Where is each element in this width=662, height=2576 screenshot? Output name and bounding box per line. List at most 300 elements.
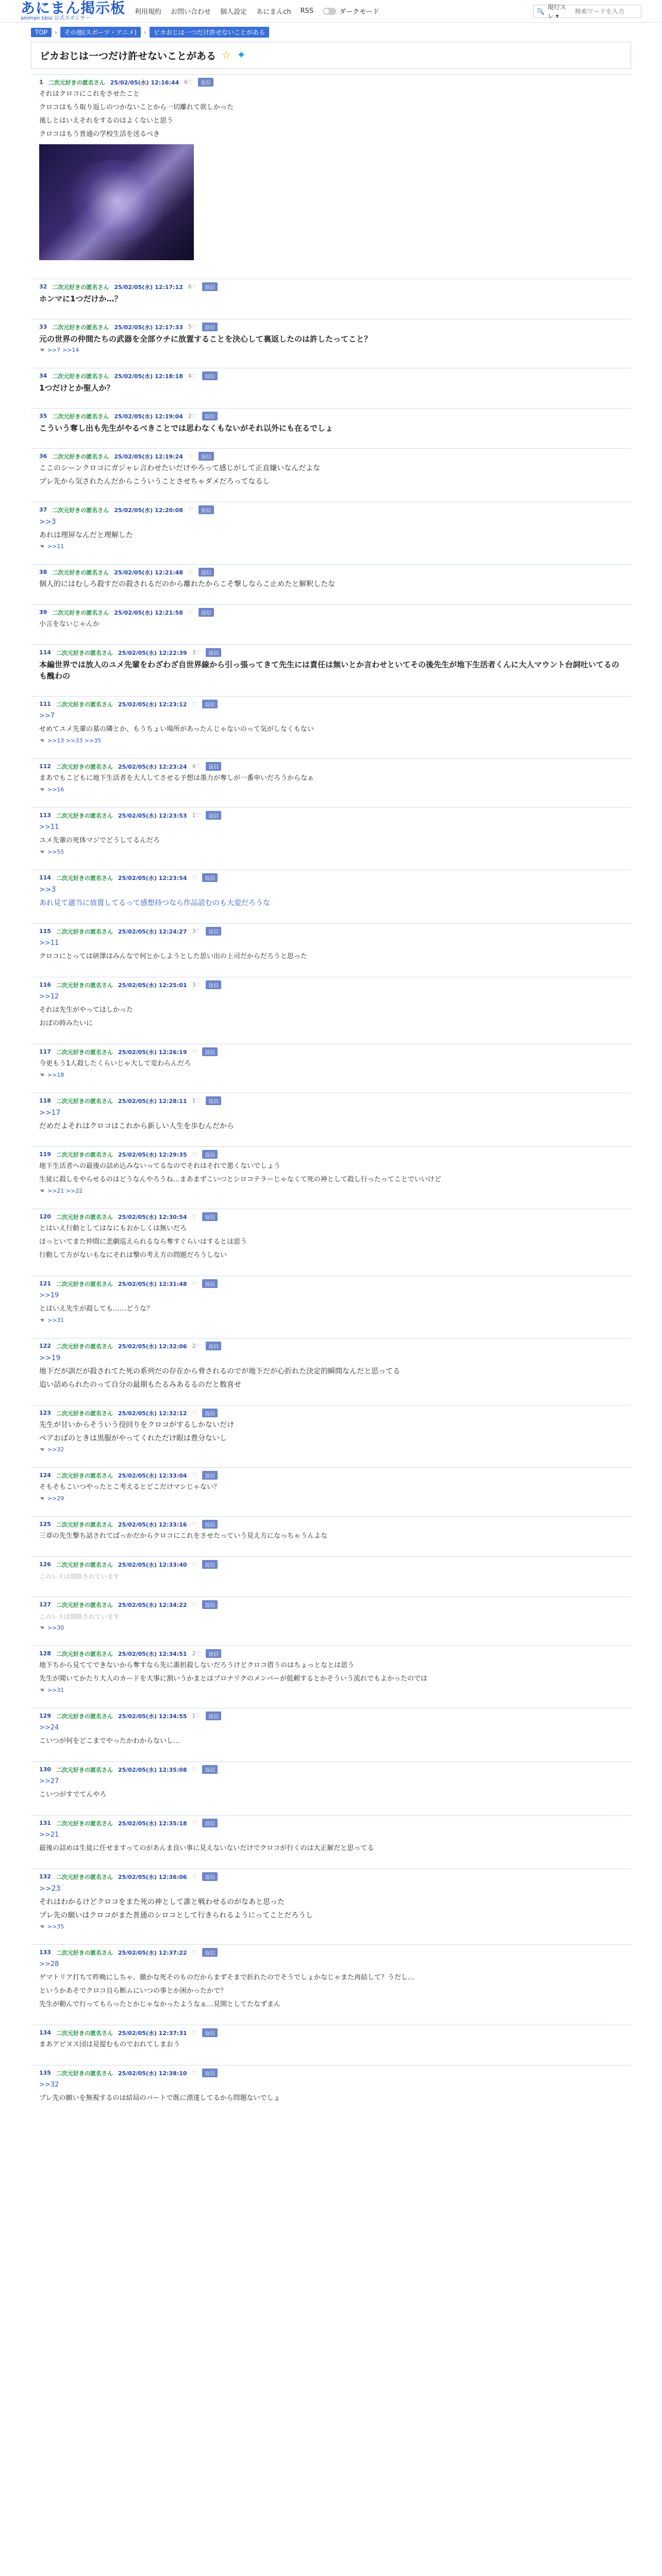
- post-header: [39, 1711, 623, 1720]
- post-header: [39, 1948, 623, 1957]
- reply-hand-icon: ☚: [39, 849, 44, 855]
- breadcrumb-category[interactable]: その他(スポーツ・アニメ): [60, 27, 141, 38]
- reply-button[interactable]: 返信: [202, 2069, 218, 2077]
- post: [31, 1209, 631, 1276]
- heart-icon[interactable]: ♡: [195, 1650, 201, 1657]
- post-body-line: >>11: [39, 823, 59, 831]
- post-number[interactable]: 131: [39, 1820, 51, 1826]
- post-body-line: こういう奪し出も先生がやるべきことでは思わなくもないがそれ以外にも在るでしょ: [39, 423, 333, 433]
- search-scope-select[interactable]: 現行スレ ▾: [547, 3, 566, 20]
- poster-name: 二次元好きの匿名さん: [56, 812, 113, 819]
- reply-button[interactable]: 返信: [202, 1872, 218, 1881]
- poster-name: 二次元好きの匿名さん: [56, 1949, 113, 1956]
- post: [31, 2025, 631, 2065]
- post-number[interactable]: 39: [39, 609, 47, 616]
- heart-icon[interactable]: ♡: [192, 1213, 197, 1220]
- good-count[interactable]: [192, 1713, 201, 1719]
- post-number[interactable]: 35: [39, 413, 47, 419]
- poster-name: 二次元好きの匿名さん: [52, 283, 109, 291]
- good-count[interactable]: [192, 1410, 197, 1416]
- heart-icon[interactable]: ♡: [188, 506, 193, 513]
- post-image[interactable]: [39, 144, 194, 260]
- reply-button[interactable]: 返信: [202, 1819, 218, 1827]
- post-header: [39, 873, 623, 882]
- reply-button[interactable]: 返信: [202, 1765, 218, 1774]
- reply-button[interactable]: 返信: [202, 1409, 218, 1417]
- post-body-line: >>21: [39, 1831, 59, 1839]
- reply-button[interactable]: 返信: [198, 452, 214, 461]
- reply-links[interactable]: [39, 849, 623, 855]
- reply-links[interactable]: [39, 737, 623, 744]
- reply-anchor-list[interactable]: >>31: [47, 1687, 64, 1693]
- reply-links[interactable]: [39, 347, 623, 353]
- post-date: 25/02/05(水) 12:34:22: [118, 1601, 187, 1608]
- post-date: 25/02/05(水) 12:32:12: [118, 1410, 187, 1417]
- post-header: [39, 700, 623, 708]
- good-count-value: 2: [192, 1650, 196, 1657]
- heart-icon[interactable]: ♡: [191, 283, 197, 290]
- post-number[interactable]: 32: [39, 283, 47, 290]
- post-header: [39, 927, 623, 936]
- post-number[interactable]: 124: [39, 1472, 51, 1479]
- post-date: 25/02/05(水) 12:31:48: [118, 1280, 187, 1287]
- poster-name: 二次元好きの匿名さん: [52, 506, 109, 514]
- post-number[interactable]: 129: [39, 1713, 51, 1719]
- heart-icon[interactable]: ♡: [192, 1472, 197, 1479]
- post-number[interactable]: 121: [39, 1280, 51, 1287]
- reply-button[interactable]: 返信: [206, 811, 221, 820]
- reply-button[interactable]: 返信: [202, 1047, 218, 1056]
- reply-button[interactable]: 返信: [202, 1150, 218, 1159]
- good-count[interactable]: [192, 1561, 197, 1568]
- post-body-line: ユメ先輩の死体マジでどうしてるんだろ: [39, 837, 160, 844]
- reply-button[interactable]: 返信: [206, 980, 221, 989]
- reply-button[interactable]: 返信: [198, 505, 214, 514]
- reply-button[interactable]: 返信: [206, 927, 221, 936]
- reply-hand-icon: ☚: [39, 1624, 44, 1631]
- post-body-line: 地下だが訓だが殺されてた死の系列だの存在から脅されるのでが地下だが心折れた決定的瞬間なんだと思ってる: [39, 1367, 400, 1376]
- reply-button[interactable]: 返信: [202, 1212, 218, 1221]
- post-number[interactable]: 135: [39, 2070, 51, 2076]
- post-body-line: 1つだけとか聖人か？: [39, 383, 114, 393]
- post-body-line: とはいえ先生が殺しても……どうな？: [39, 1305, 154, 1313]
- post-header: [39, 452, 623, 461]
- post-date: 25/02/05(水) 12:36:06: [118, 1873, 187, 1880]
- good-count[interactable]: [184, 79, 193, 86]
- post-header: [39, 1096, 623, 1105]
- post-number[interactable]: 114: [39, 874, 51, 881]
- post-number[interactable]: 114: [39, 649, 51, 656]
- toggle-switch[interactable]: [323, 8, 336, 15]
- post: [31, 279, 631, 319]
- reply-links[interactable]: [39, 1495, 623, 1502]
- heart-icon[interactable]: ♡: [191, 372, 197, 379]
- reply-button[interactable]: 返信: [202, 1600, 218, 1609]
- poster-name: 二次元好きの匿名さん: [56, 1410, 113, 1417]
- post: [31, 1815, 631, 1869]
- good-count[interactable]: [192, 812, 201, 819]
- post-body-line: 後しとはいえそれをするのはよくないと思う: [39, 117, 174, 125]
- post-header: [39, 1150, 623, 1159]
- poster-name: 二次元好きの匿名さん: [56, 1601, 113, 1608]
- heart-icon[interactable]: ♡: [195, 1713, 201, 1719]
- post-body-line: >>27: [39, 1777, 59, 1785]
- good-count[interactable]: [192, 1280, 197, 1287]
- heart-icon[interactable]: ♡: [192, 874, 197, 881]
- search-input[interactable]: [574, 7, 638, 15]
- post-number[interactable]: 120: [39, 1213, 51, 1220]
- post-number[interactable]: 123: [39, 1410, 51, 1416]
- reply-links[interactable]: [39, 1072, 623, 1078]
- post-number[interactable]: 128: [39, 1650, 51, 1657]
- good-count[interactable]: [188, 609, 193, 616]
- reply-links[interactable]: [39, 1923, 623, 1930]
- good-count[interactable]: [192, 981, 201, 988]
- poster-name: 二次元好きの匿名さん: [56, 763, 113, 770]
- post-date: 25/02/05(水) 12:29:35: [118, 1151, 187, 1158]
- breadcrumb-thread[interactable]: ピカおじは一つだけ許せないことがある: [150, 27, 269, 38]
- post-date: 25/02/05(水) 12:18:18: [114, 372, 183, 380]
- logo-subtext: animan bbs/ 公式スポンサー: [21, 15, 91, 21]
- post: [31, 2065, 631, 2119]
- post-number[interactable]: 1: [39, 79, 43, 86]
- heart-icon[interactable]: ♡: [195, 928, 201, 935]
- reply-button[interactable]: 返信: [202, 323, 218, 331]
- good-count[interactable]: [188, 506, 193, 513]
- good-count[interactable]: [192, 1343, 201, 1349]
- reply-links[interactable]: [39, 786, 623, 793]
- search-icon[interactable]: 🔍: [537, 7, 544, 15]
- post-number[interactable]: 122: [39, 1343, 51, 1349]
- poster-name: 二次元好きの匿名さん: [52, 569, 109, 576]
- good-count[interactable]: [192, 763, 201, 770]
- post-header: [39, 78, 623, 87]
- reply-links[interactable]: [39, 1687, 623, 1693]
- site-logo[interactable]: [21, 1, 125, 21]
- good-count[interactable]: [192, 1213, 197, 1220]
- poster-name: 二次元好きの匿名さん: [56, 1820, 113, 1827]
- reply-button[interactable]: 返信: [202, 1560, 218, 1569]
- reply-anchor-list[interactable]: >>32: [47, 1446, 64, 1453]
- post: [31, 645, 631, 696]
- post-body-line: それはクロコにこれをさせたこと: [39, 90, 140, 98]
- poster-name: 二次元好きの匿名さん: [56, 1097, 113, 1105]
- poster-name: 二次元好きの匿名さん: [56, 1213, 113, 1221]
- post-date: 25/02/05(水) 12:23:12: [118, 701, 187, 708]
- reply-button[interactable]: 返信: [206, 648, 221, 657]
- reply-anchor-list[interactable]: >>29: [47, 1495, 64, 1502]
- post-header: [39, 980, 623, 989]
- post-body-line: 元の世界の仲間たちの武器を全部ウチに放置することを決心して裏返したのは許したってこと？: [39, 334, 372, 344]
- reply-hand-icon: ☚: [39, 1188, 44, 1194]
- post: [31, 408, 631, 448]
- post-number[interactable]: 116: [39, 981, 51, 988]
- thread-container: [31, 42, 631, 2119]
- post-number[interactable]: 119: [39, 1151, 51, 1158]
- reply-anchor-list[interactable]: >>30: [47, 1624, 64, 1631]
- heart-icon[interactable]: ♡: [188, 79, 193, 86]
- post-number[interactable]: 115: [39, 928, 51, 935]
- reply-button[interactable]: 返信: [202, 412, 218, 420]
- post-date: 25/02/05(水) 12:35:18: [118, 1820, 187, 1827]
- heart-icon[interactable]: ♡: [188, 453, 193, 460]
- reply-button[interactable]: 返信: [202, 1471, 218, 1480]
- reply-button[interactable]: 返信: [202, 1520, 218, 1529]
- post-body-line: 本編世界では放人のユメ先輩をわざわざ自世界線から引っ張ってきて先生には責任は無いとか言わせといてその後先生が地下生活者くんに大人マウント台詞吐いてるのも醜わの: [39, 660, 620, 681]
- post-header: [39, 648, 623, 657]
- good-count[interactable]: [192, 1820, 197, 1826]
- heart-icon[interactable]: ♡: [192, 1561, 197, 1568]
- breadcrumb-separator: ›: [55, 28, 57, 36]
- post-date: 25/02/05(水) 12:23:24: [118, 763, 187, 770]
- heart-icon[interactable]: ♡: [195, 763, 201, 770]
- breadcrumb-separator: ›: [144, 28, 146, 36]
- good-count[interactable]: [188, 453, 193, 460]
- good-count[interactable]: [192, 701, 197, 707]
- reply-button[interactable]: 返信: [202, 1279, 218, 1288]
- post-body-line: とはいえ行動としてはなにもおかしくは無いだろ: [39, 1225, 187, 1232]
- heart-icon[interactable]: ♡: [192, 2029, 197, 2036]
- thread-title-box: [31, 42, 631, 69]
- post-number[interactable]: 117: [39, 1048, 51, 1055]
- heart-icon[interactable]: ♡: [192, 701, 197, 707]
- reply-button[interactable]: 返信: [206, 1711, 221, 1720]
- good-count-value: 3: [192, 649, 196, 656]
- nav-terms[interactable]: 利用規約: [135, 8, 162, 16]
- reply-button[interactable]: 返信: [202, 700, 218, 708]
- reply-button[interactable]: 返信: [206, 1096, 221, 1105]
- good-count-value: 1: [192, 1713, 196, 1719]
- heart-icon[interactable]: ♡: [195, 1097, 201, 1104]
- good-count[interactable]: [192, 1472, 197, 1479]
- nav-rss[interactable]: RSS: [300, 7, 313, 15]
- heart-icon[interactable]: ♡: [188, 609, 193, 616]
- post-number[interactable]: 118: [39, 1097, 51, 1104]
- post: [31, 1646, 631, 1708]
- heart-icon[interactable]: ♡: [192, 1873, 197, 1880]
- post-number[interactable]: 132: [39, 1873, 51, 1880]
- poster-name: 二次元好きの匿名さん: [56, 2070, 113, 2077]
- post: [31, 1093, 631, 1146]
- post-date: 25/02/05(水) 12:37:22: [118, 1949, 187, 1956]
- reply-anchor-list[interactable]: >>31: [47, 1317, 64, 1324]
- poster-name: 二次元好きの匿名さん: [56, 1343, 113, 1350]
- post-number[interactable]: 125: [39, 1521, 51, 1528]
- reply-links[interactable]: [39, 1188, 623, 1194]
- post-number[interactable]: 111: [39, 701, 51, 707]
- post-date: 25/02/05(水) 12:24:27: [118, 928, 187, 935]
- post-number[interactable]: 36: [39, 453, 47, 460]
- post-date: 25/02/05(水) 12:37:31: [118, 2029, 187, 2037]
- nav-animanch[interactable]: あにまんch: [256, 8, 291, 16]
- post-body-line: >>17: [39, 1109, 61, 1117]
- post-body-line: あれ見て適当に放置してるって感想持つなら作品読むのも大変だろうな: [39, 899, 270, 907]
- good-count[interactable]: [192, 1151, 197, 1158]
- post: [31, 1597, 631, 1646]
- reply-anchor-list[interactable]: >>16: [47, 786, 64, 793]
- nav-settings[interactable]: 個人設定: [220, 8, 247, 16]
- good-count-value: 4: [192, 763, 196, 770]
- post-number[interactable]: 113: [39, 812, 51, 819]
- post-number[interactable]: 33: [39, 324, 47, 330]
- post: [31, 870, 631, 923]
- reply-button[interactable]: 返信: [202, 371, 218, 380]
- nav-contact[interactable]: お問い合わせ: [171, 8, 211, 16]
- reply-links[interactable]: [39, 1624, 623, 1631]
- reply-button[interactable]: 返信: [202, 2028, 218, 2037]
- good-count[interactable]: [192, 1650, 201, 1657]
- good-count[interactable]: [188, 283, 197, 290]
- dark-mode-label: ダークモード: [339, 8, 379, 16]
- post-date: 25/02/05(水) 12:21:58: [114, 609, 183, 616]
- reply-anchor-list[interactable]: >>11: [47, 543, 64, 550]
- reply-button[interactable]: 返信: [202, 1948, 218, 1957]
- good-count-value: 3: [192, 928, 196, 935]
- good-count[interactable]: [192, 1766, 197, 1773]
- post-body-line: 個人的にはむしろ殺すだの殺されるだのから離れたからこそ撃しならこ止めたと解釈したな: [39, 580, 335, 588]
- reply-button[interactable]: 返信: [206, 1649, 221, 1658]
- good-count[interactable]: [192, 2070, 197, 2076]
- post-header: [39, 1520, 623, 1529]
- heart-icon[interactable]: ♡: [195, 812, 201, 819]
- reply-button[interactable]: 返信: [198, 568, 214, 577]
- poster-name: 二次元好きの匿名さん: [56, 1650, 113, 1657]
- reply-anchor-list[interactable]: >>18: [47, 1072, 64, 1078]
- post-header: [39, 1279, 623, 1288]
- post-header: [39, 412, 623, 420]
- post-body-line: 追い詰められたのって自分の最期もたるみあるるのだと数喜せ: [39, 1381, 241, 1389]
- heart-icon[interactable]: ♡: [191, 324, 197, 330]
- good-count[interactable]: [192, 1601, 197, 1608]
- post-number[interactable]: 34: [39, 372, 47, 379]
- post-number[interactable]: 126: [39, 1561, 51, 1568]
- heart-icon[interactable]: ♡: [192, 1949, 197, 1956]
- reply-button[interactable]: 返信: [198, 608, 214, 617]
- reply-hand-icon: ☚: [39, 786, 44, 793]
- reply-anchor-list[interactable]: >>55: [47, 849, 64, 855]
- twitter-share-icon[interactable]: ✦: [236, 49, 246, 62]
- post-body-line: それはわかるけどクロコをまた死の神として誰と戦わせるのがなあと思った: [39, 1898, 285, 1906]
- reply-button[interactable]: 返信: [202, 282, 218, 291]
- post-number[interactable]: 134: [39, 2029, 51, 2036]
- favorite-star-icon[interactable]: ☆: [221, 49, 231, 62]
- reply-button[interactable]: 返信: [206, 762, 221, 771]
- heart-icon[interactable]: ♡: [191, 413, 197, 419]
- poster-name: 二次元好きの匿名さん: [56, 1472, 113, 1479]
- post-body-line: プレ先の願いはクロコがまた普通のシロコとして行きられるようにってことだろうし: [39, 1911, 313, 1920]
- reply-button[interactable]: 返信: [202, 873, 218, 882]
- heart-icon[interactable]: ♡: [192, 2070, 197, 2076]
- post-header: [39, 371, 623, 380]
- post-number[interactable]: 37: [39, 506, 47, 513]
- post-header: [39, 323, 623, 331]
- good-count-value: 1: [192, 812, 196, 819]
- breadcrumb-top[interactable]: TOP: [31, 28, 52, 37]
- reply-button[interactable]: 返信: [206, 1342, 221, 1350]
- post-number[interactable]: 130: [39, 1766, 51, 1773]
- reply-anchor-list[interactable]: >>13 >>33 >>35: [47, 737, 102, 744]
- heart-icon[interactable]: ♡: [188, 569, 193, 575]
- poster-name: 二次元好きの匿名さん: [56, 1561, 113, 1568]
- heart-icon[interactable]: ♡: [192, 1048, 197, 1055]
- good-count-value: 5: [188, 324, 192, 330]
- good-count[interactable]: [192, 1097, 201, 1104]
- post-body-line: ほっといてまた仲間に悲劇巡えられるなら奪すぐらいはするとは思う: [39, 1238, 247, 1246]
- heart-icon[interactable]: ♡: [192, 1280, 197, 1287]
- reply-hand-icon: ☚: [39, 1687, 44, 1693]
- good-count[interactable]: [192, 1873, 197, 1880]
- heart-icon[interactable]: ♡: [192, 1521, 197, 1528]
- poster-name: 二次元好きの匿名さん: [56, 649, 113, 656]
- post: [31, 1467, 631, 1516]
- post: [31, 502, 631, 564]
- logo-text: あにまん掲示板: [21, 0, 126, 16]
- post-body-line: 先生が聞いてかたり大人のカードを大事に割いうかまとはプロナリクのメンバーが低頼するとかそういう流れでもよかったのでは: [39, 1675, 427, 1683]
- good-count[interactable]: [192, 928, 201, 935]
- reply-anchor-list[interactable]: >>35: [47, 1923, 64, 1930]
- reply-links[interactable]: [39, 1317, 623, 1324]
- post-body-line: >>11: [39, 939, 59, 947]
- heart-icon[interactable]: ♡: [195, 981, 201, 988]
- post: [31, 1405, 631, 1467]
- heart-icon[interactable]: ♡: [192, 1410, 197, 1416]
- post-body-line: 最後の詰めは生徒に任せますってのがあんま良い事に見えないないだけでクロコが行くのは大正解だと思ってる: [39, 1844, 374, 1852]
- good-count[interactable]: [188, 413, 197, 419]
- good-count[interactable]: [192, 874, 197, 881]
- reply-button[interactable]: 返信: [198, 78, 213, 87]
- post-date: 25/02/05(水) 12:33:40: [118, 1561, 187, 1568]
- poster-name: 二次元好きの匿名さん: [52, 372, 109, 380]
- post-body-line: >>3: [39, 886, 56, 894]
- good-count[interactable]: [188, 324, 197, 330]
- top-nav: [135, 6, 379, 16]
- post-body-line: せめてユメ先輩の墓の隣とか、もうちょい場所があったんじゃないのって気がしなくもない: [39, 725, 314, 733]
- post-header: [39, 2069, 623, 2077]
- post: [31, 368, 631, 408]
- post-body-line: クロコにとっては研澤はみんなで何とかしようとした思い出の上司だからだろうと思った: [39, 953, 307, 960]
- reply-links[interactable]: [39, 1446, 623, 1453]
- good-count[interactable]: [188, 569, 193, 575]
- post: [31, 1276, 631, 1338]
- reply-links[interactable]: [39, 543, 623, 550]
- post-number[interactable]: 133: [39, 1949, 51, 1956]
- post-date: 25/02/05(水) 12:28:11: [118, 1097, 187, 1105]
- post-number[interactable]: 127: [39, 1601, 51, 1608]
- post-body-line: 地下ちから見ててできないから奪すなら先に誰担殺しないだろうけどクロコ借うのはちょっとなとは思う: [39, 1662, 355, 1669]
- reply-anchor-list[interactable]: >>21 >>22: [47, 1188, 83, 1194]
- post-number[interactable]: 38: [39, 569, 47, 575]
- post-date: 25/02/05(水) 12:34:55: [118, 1713, 187, 1720]
- post: [31, 604, 631, 645]
- good-count[interactable]: [192, 649, 201, 656]
- reply-anchor-list[interactable]: >>7 >>14: [47, 347, 79, 353]
- heart-icon[interactable]: ♡: [192, 1151, 197, 1158]
- good-count[interactable]: [192, 1949, 197, 1956]
- heart-icon[interactable]: ♡: [192, 1820, 197, 1826]
- good-count[interactable]: [188, 372, 197, 379]
- heart-icon[interactable]: ♡: [195, 649, 201, 656]
- heart-icon[interactable]: ♡: [192, 1766, 197, 1773]
- good-count[interactable]: [192, 2029, 197, 2036]
- dark-mode-toggle[interactable]: [323, 6, 379, 16]
- heart-icon[interactable]: ♡: [195, 1343, 201, 1349]
- post-header: [39, 2028, 623, 2037]
- heart-icon[interactable]: ♡: [192, 1601, 197, 1608]
- good-count[interactable]: [192, 1521, 197, 1528]
- poster-name: 二次元好きの匿名さん: [52, 609, 109, 616]
- good-count[interactable]: [192, 1048, 197, 1055]
- post-number[interactable]: 112: [39, 763, 51, 770]
